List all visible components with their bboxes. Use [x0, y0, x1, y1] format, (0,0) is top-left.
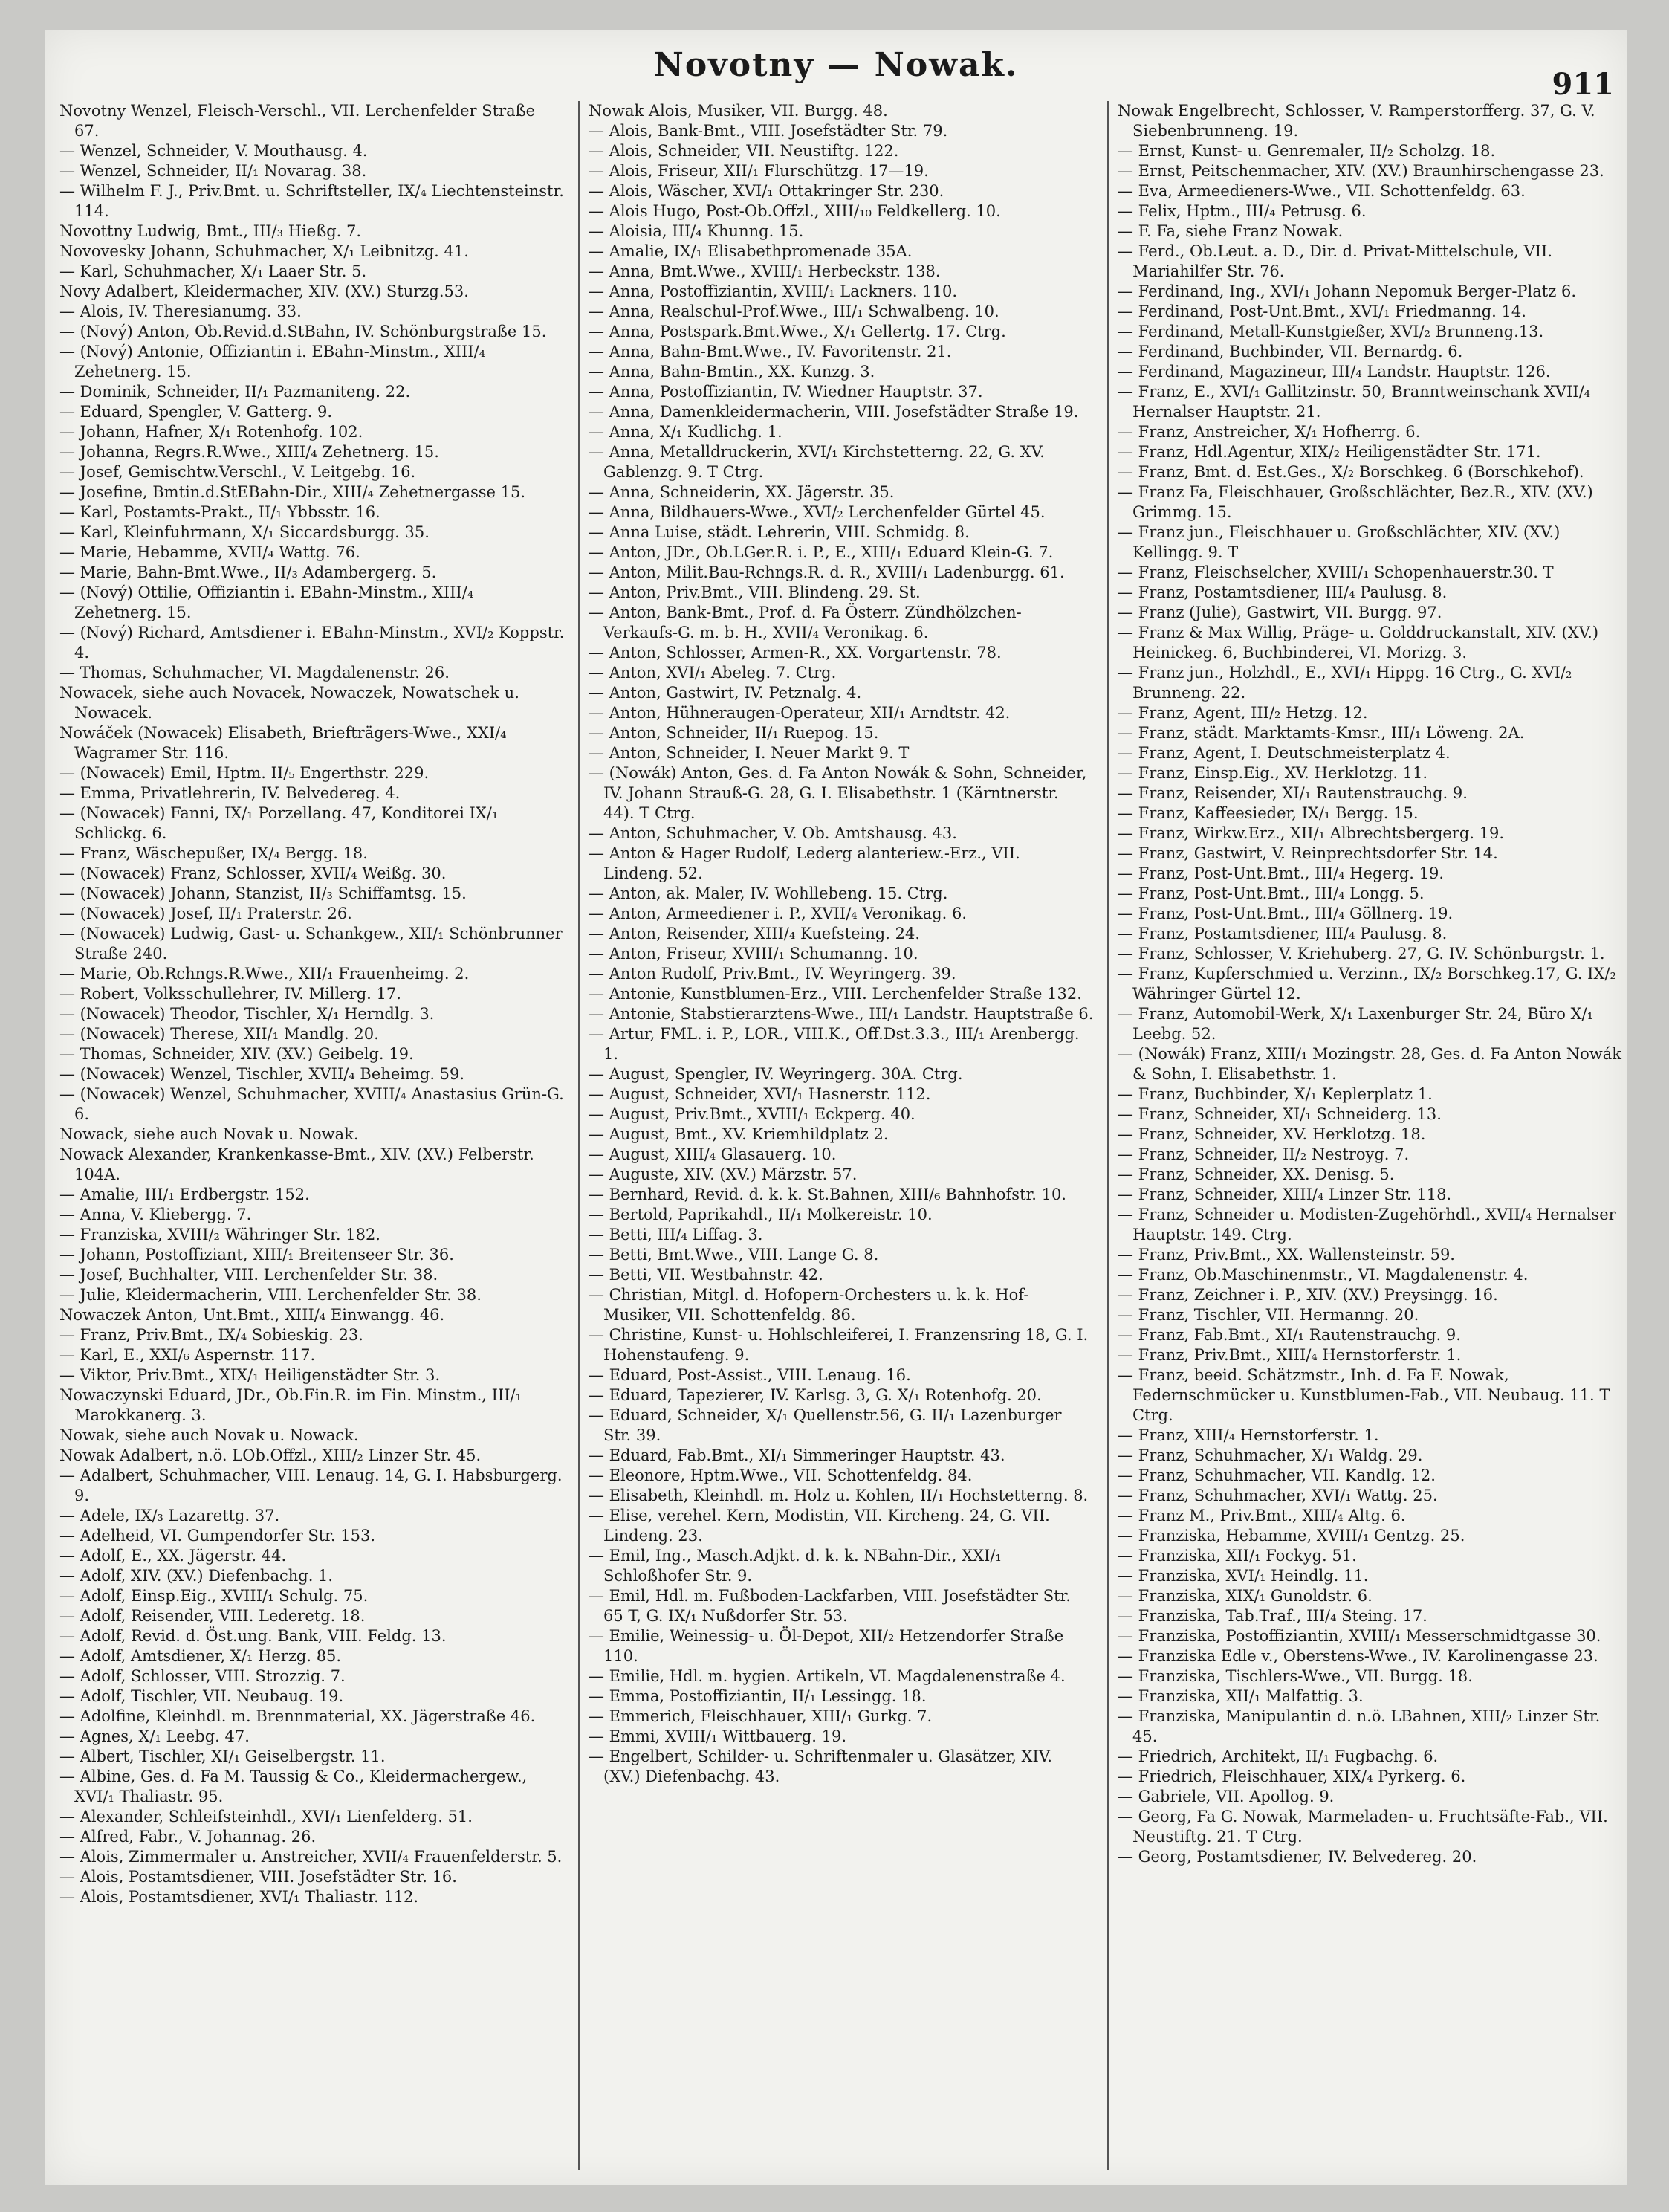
directory-entry: — Robert, Volksschullehrer, IV. Millerg. 17. [59, 985, 401, 1003]
directory-entry: — Emmerich, Fleischhauer, XIII/₁ Gurkg. 7. [589, 1707, 933, 1725]
directory-entry: — Alois Hugo, Post-Ob.Offzl., XIII/₁₀ Feldkellerg. 10. [589, 202, 1001, 220]
directory-entry: — Anton, Friseur, XVIII/₁ Schumanng. 10. [589, 945, 918, 963]
directory-entry: — Anton, Bank-Bmt., Prof. d. Fa Österr. Zündhölzchen-Verkaufs-G. m. b. H., XVII/₄ Veronikag. 6. [589, 604, 1022, 641]
directory-entry: — Franziska, XVIII/₂ Währinger Str. 182. [59, 1226, 380, 1244]
directory-entry: — (Nowacek) Johann, Stanzist, II/₃ Schiffamtsg. 15. [59, 885, 467, 902]
directory-entry: — Franziska, XIX/₁ Gunoldstr. 6. [1118, 1587, 1373, 1605]
directory-entry: — Franz, Schneider, XX. Denisg. 5. [1118, 1165, 1395, 1183]
directory-page [45, 30, 1627, 2185]
directory-entry: — Adolf, E., XX. Jägerstr. 44. [59, 1547, 287, 1565]
directory-entry: — Gabriele, VII. Apollog. 9. [1118, 1788, 1335, 1805]
directory-entry: — Betti, Bmt.Wwe., VIII. Lange G. 8. [589, 1246, 879, 1264]
directory-entry: — Franz, Schneider, XV. Herklotzg. 18. [1118, 1125, 1426, 1143]
directory-entry: — Anna, Schneiderin, XX. Jägerstr. 35. [589, 483, 895, 501]
directory-entry: — Franz jun., Fleischhauer u. Großschlächter, XIV. (XV.) Kellingg. 9. T [1118, 523, 1561, 561]
directory-entry: — Christine, Kunst- u. Hohlschleiferei, I. Franzensring 18, G. I. Hohenstaufeng. 9. [589, 1326, 1089, 1364]
directory-entry: — Adelheid, VI. Gumpendorfer Str. 153. [59, 1527, 376, 1545]
directory-entry: — Franz, Hdl.Agentur, XIX/₂ Heiligenstädter Str. 171. [1118, 443, 1541, 461]
directory-entry: — Auguste, XIV. (XV.) Märzstr. 57. [589, 1165, 858, 1183]
directory-entry: — Franziska Edle v., Oberstens-Wwe., IV. Karolinengasse 23. [1118, 1647, 1598, 1665]
directory-entry: — Agnes, X/₁ Leebg. 47. [59, 1727, 250, 1745]
directory-entry: — Franziska, XVI/₁ Heindlg. 11. [1118, 1567, 1369, 1585]
directory-entry: — Franz Fa, Fleischhauer, Großschlächter, Bez.R., XIV. (XV.) Grimmg. 15. [1118, 483, 1593, 521]
directory-entry: — Anna, Postoffiziantin, IV. Wiedner Hauptstr. 37. [589, 383, 983, 401]
directory-entry: — Franz jun., Holzhdl., E., XVI/₁ Hippg. 16 Ctrg., G. XVI/₂ Brunneng. 22. [1118, 664, 1572, 702]
directory-entry: — Karl, Schuhmacher, X/₁ Laaer Str. 5. [59, 262, 367, 280]
directory-entry: — Adolfine, Kleinhdl. m. Brennmaterial, XX. Jägerstraße 46. [59, 1707, 536, 1725]
directory-entry: — Franz (Julie), Gastwirt, VII. Burgg. 97. [1118, 604, 1442, 621]
directory-entry: — Julie, Kleidermacherin, VIII. Lerchenfelder Str. 38. [59, 1286, 482, 1304]
directory-entry: — August, Schneider, XVI/₁ Hasnerstr. 112. [589, 1085, 931, 1103]
directory-entry: — Ferdinand, Magazineur, III/₄ Landstr. Hauptstr. 126. [1118, 363, 1551, 381]
column-3 [1118, 101, 1623, 2170]
directory-entry: — Elisabeth, Kleinhdl. m. Holz u. Kohlen, II/₁ Hochstetterng. 8. [589, 1487, 1089, 1504]
directory-entry: — Wenzel, Schneider, II/₁ Novarag. 38. [59, 162, 367, 180]
directory-entry: — Josef, Buchhalter, VIII. Lerchenfelder Str. 38. [59, 1266, 438, 1284]
directory-entry: — (Nowacek) Theodor, Tischler, X/₁ Herndlg. 3. [59, 1005, 435, 1023]
directory-entry: Novy Adalbert, Kleidermacher, XIV. (XV.) Sturzg.53. [59, 282, 469, 300]
directory-entry: — Eleonore, Hptm.Wwe., VII. Schottenfeldg. 84. [589, 1466, 973, 1484]
directory-entry: — Emil, Ing., Masch.Adjkt. d. k. k. NBahn-Dir., XXI/₁ Schloßhofer Str. 9. [589, 1547, 1002, 1585]
directory-entry: — Betti, III/₄ Liffag. 3. [589, 1226, 763, 1244]
directory-entry: — Anna, Realschul-Prof.Wwe., III/₁ Schwalbeng. 10. [589, 303, 999, 320]
directory-entry: — Engelbert, Schilder- u. Schriftenmaler u. Glasätzer, XIV. (XV.) Diefenbachg. 43. [589, 1747, 1052, 1785]
directory-entry: — Ferd., Ob.Leut. a. D., Dir. d. Privat-Mittelschule, VII. Mariahilfer Str. 76. [1118, 242, 1553, 280]
directory-entry: — Viktor, Priv.Bmt., XIX/₁ Heiligenstädter Str. 3. [59, 1366, 441, 1384]
columns-container [59, 101, 1621, 2170]
directory-entry: — Franz, Post-Unt.Bmt., III/₄ Longg. 5. [1118, 885, 1425, 902]
directory-entry: — Alois, Bank-Bmt., VIII. Josefstädter Str. 79. [589, 122, 948, 140]
directory-entry: — (Nowacek) Wenzel, Tischler, XVII/₄ Beheimg. 59. [59, 1065, 465, 1083]
directory-entry: — (Nowacek) Emil, Hptm. II/₅ Engerthstr. 229. [59, 764, 430, 782]
directory-entry: — Franz, Schneider u. Modisten-Zugehörhdl., XVII/₄ Hernalser Hauptstr. 149. Ctrg. [1118, 1206, 1616, 1244]
directory-entry: — Amalie, III/₁ Erdbergstr. 152. [59, 1186, 310, 1203]
directory-entry: — (Nowacek) Ludwig, Gast- u. Schankgew., XII/₁ Schönbrunner Straße 240. [59, 925, 563, 963]
directory-entry: — Eduard, Post-Assist., VIII. Lenaug. 16. [589, 1366, 911, 1384]
directory-entry: — Christian, Mitgl. d. Hofopern-Orchesters u. k. k. Hof-Musiker, VII. Schottenfeldg. 86. [589, 1286, 1029, 1324]
directory-entry: — Adalbert, Schuhmacher, VIII. Lenaug. 14, G. I. Habsburgerg. 9. [59, 1466, 563, 1504]
directory-entry: — Franz, städt. Marktamts-Kmsr., III/₁ Löweng. 2A. [1118, 724, 1525, 742]
directory-entry: — (Nowacek) Wenzel, Schuhmacher, XVIII/₄ Anastasius Grün-G. 6. [59, 1085, 564, 1123]
directory-entry: — Alois, Postamtsdiener, VIII. Josefstädter Str. 16. [59, 1868, 457, 1886]
directory-entry: — Josefine, Bmtin.d.StEBahn-Dir., XIII/₄ Zehetnergasse 15. [59, 483, 526, 501]
directory-entry: — August, XIII/₄ Glasauerg. 10. [589, 1145, 837, 1163]
directory-entry: — Aloisia, III/₄ Khunng. 15. [589, 222, 804, 240]
directory-entry: — Ernst, Peitschenmacher, XIV. (XV.) Braunhirschengasse 23. [1118, 162, 1604, 180]
directory-entry: — Anton, ak. Maler, IV. Wohllebeng. 15. Ctrg. [589, 885, 948, 902]
directory-entry: — Franz, Wäschepußer, IX/₄ Bergg. 18. [59, 844, 368, 862]
directory-entry: — August, Spengler, IV. Weyringerg. 30A. Ctrg. [589, 1065, 963, 1083]
directory-entry: Novotny Wenzel, Fleisch-Verschl., VII. Lerchenfelder Straße 67. [59, 102, 536, 140]
directory-entry: — Franz, E., XVI/₁ Gallitzinstr. 50, Branntweinschank XVII/₄ Hernalser Hauptstr. 21. [1118, 383, 1591, 421]
directory-entry: — Dominik, Schneider, II/₁ Pazmaniteng. 22. [59, 383, 411, 401]
directory-entry: — Alfred, Fabr., V. Johannag. 26. [59, 1828, 317, 1846]
directory-entry: — Franz, Buchbinder, X/₁ Keplerplatz 1. [1118, 1085, 1433, 1103]
directory-entry: — Friedrich, Fleischhauer, XIX/₄ Pyrkerg. 6. [1118, 1768, 1466, 1785]
directory-entry: — Alexander, Schleifsteinhdl., XVI/₁ Lienfelderg. 51. [59, 1808, 473, 1825]
directory-entry: — Anna Luise, städt. Lehrerin, VIII. Schmidg. 8. [589, 523, 970, 541]
directory-entry: — Eva, Armeedieners-Wwe., VII. Schottenfeldg. 63. [1118, 182, 1526, 200]
directory-entry: — Emilie, Hdl. m. hygien. Artikeln, VI. Magdalenenstraße 4. [589, 1667, 1066, 1685]
directory-entry: — Franziska, Hebamme, XVIII/₁ Gentzg. 25. [1118, 1527, 1465, 1545]
directory-entry: — (Nowacek) Fanni, IX/₁ Porzellang. 47, Konditorei IX/₁ Schlickg. 6. [59, 804, 499, 842]
directory-entry: — Karl, Kleinfuhrmann, X/₁ Siccardsburgg. 35. [59, 523, 430, 541]
directory-entry: — Emmi, XVIII/₁ Wittbauerg. 19. [589, 1727, 847, 1745]
directory-entry: — Friedrich, Architekt, II/₁ Fugbachg. 6. [1118, 1747, 1439, 1765]
directory-entry: — Josef, Gemischtw.Verschl., V. Leitgebg. 16. [59, 463, 416, 481]
directory-entry: — Antonie, Kunstblumen-Erz., VIII. Lerchenfelder Straße 132. [589, 985, 1082, 1003]
column-divider [578, 101, 580, 2170]
directory-entry: — (Nowacek) Josef, II/₁ Praterstr. 26. [59, 905, 352, 922]
directory-entry: — Emilie, Weinessig- u. Öl-Depot, XII/₂ Hetzendorfer Straße 110. [589, 1627, 1064, 1665]
directory-entry: — Eduard, Schneider, X/₁ Quellenstr.56, G. II/₁ Lazenburger Str. 39. [589, 1406, 1062, 1444]
directory-entry: — Franziska, Tab.Traf., III/₄ Steing. 17. [1118, 1607, 1427, 1625]
directory-entry: — Franz, beeid. Schätzmstr., Inh. d. Fa F. Nowak, Federnschmücker u. Kunstblumen-Fab., VII. Neubaug. 11. T Ctrg. [1118, 1366, 1610, 1424]
directory-entry: — Franz, Fleischselcher, XVIII/₁ Schopenhauerstr.30. T [1118, 563, 1554, 581]
directory-entry: — Eduard, Tapezierer, IV. Karlsg. 3, G. X/₁ Rotenhofg. 20. [589, 1386, 1042, 1404]
directory-entry: — Anton, XVI/₁ Abeleg. 7. Ctrg. [589, 664, 837, 682]
directory-entry: — Adolf, Tischler, VII. Neubaug. 19. [59, 1687, 344, 1705]
directory-entry: — Franz, Fab.Bmt., XI/₁ Rautenstrauchg. 9. [1118, 1326, 1461, 1344]
directory-entry: — (Nowák) Anton, Ges. d. Fa Anton Nowák & Sohn, Schneider, IV. Johann Strauß-G. 28, G. I. Elisabethstr. 1 (Kärntnerstr. 44). T Ctrg. [589, 764, 1087, 822]
directory-entry: — Franz, Bmt. d. Est.Ges., X/₂ Borschkeg. 6 (Borschkehof). [1118, 463, 1584, 481]
directory-entry: — Karl, Postamts-Prakt., II/₁ Ybbsstr. 16. [59, 503, 380, 521]
directory-entry: — (Nowacek) Franz, Schlosser, XVII/₄ Weißg. 30. [59, 864, 447, 882]
directory-entry: Nowak Alois, Musiker, VII. Burgg. 48. [589, 102, 888, 120]
directory-entry: — Antonie, Stabstierarztens-Wwe., III/₁ Landstr. Hauptstraße 6. [589, 1005, 1094, 1023]
directory-entry: — Franz & Max Willig, Präge- u. Golddruckanstalt, XIV. (XV.) Heinickeg. 6, Buchbinderei, VI. Morizg. 3. [1118, 624, 1599, 662]
directory-entry: Novottny Ludwig, Bmt., III/₃ Hießg. 7. [59, 222, 362, 240]
directory-entry: Nowaczynski Eduard, JDr., Ob.Fin.R. im Fin. Minstm., III/₁ Marokkanerg. 3. [59, 1386, 522, 1424]
directory-entry: — Adolf, XIV. (XV.) Diefenbachg. 1. [59, 1567, 334, 1585]
directory-entry: — Anna, X/₁ Kudlichg. 1. [589, 423, 782, 441]
directory-entry: — Ferdinand, Metall-Kunstgießer, XVI/₂ Brunneng.13. [1118, 323, 1544, 340]
directory-entry: — Albert, Tischler, XI/₁ Geiselbergstr. 11. [59, 1747, 386, 1765]
directory-entry: — Franz M., Priv.Bmt., XIII/₄ Altg. 6. [1118, 1507, 1406, 1524]
directory-entry: — Betti, VII. Westbahnstr. 42. [589, 1266, 823, 1284]
directory-entry: — Johann, Hafner, X/₁ Rotenhofg. 102. [59, 423, 363, 441]
directory-entry: — Anna, Bildhauers-Wwe., XVI/₂ Lerchenfelder Gürtel 45. [589, 503, 1046, 521]
directory-entry: — Franz, Priv.Bmt., IX/₄ Sobieskig. 23. [59, 1326, 363, 1344]
directory-entry: Nowaczek Anton, Unt.Bmt., XIII/₄ Einwangg. 46. [59, 1306, 445, 1324]
directory-entry: — Felix, Hptm., III/₄ Petrusg. 6. [1118, 202, 1367, 220]
directory-entry: — Emil, Hdl. m. Fußboden-Lackfarben, VIII. Josefstädter Str. 65 T, G. IX/₁ Nußdorfer Str. 53. [589, 1587, 1071, 1625]
directory-entry: — Adolf, Revid. d. Öst.ung. Bank, VIII. Feldg. 13. [59, 1627, 447, 1645]
directory-entry: — Anton, Schneider, II/₁ Ruepog. 15. [589, 724, 879, 742]
directory-entry: — (Nový) Richard, Amtsdiener i. EBahn-Minstm., XVI/₂ Koppstr. 4. [59, 624, 565, 662]
directory-entry: — (Nowák) Franz, XIII/₁ Mozingstr. 28, Ges. d. Fa Anton Nowák & Sohn, I. Elisabethstr. 1. [1118, 1045, 1621, 1083]
directory-entry: — Ferdinand, Buchbinder, VII. Bernardg. 6. [1118, 343, 1463, 360]
directory-entry: — Marie, Ob.Rchngs.R.Wwe., XII/₁ Frauenheimg. 2. [59, 965, 470, 983]
directory-entry: — Franz, Zeichner i. P., XIV. (XV.) Preysingg. 16. [1118, 1286, 1498, 1304]
directory-entry: — Alois, Friseur, XII/₁ Flurschützg. 17—19. [589, 162, 929, 180]
directory-entry: — Thomas, Schuhmacher, VI. Magdalenenstr. 26. [59, 664, 450, 682]
directory-entry: — Bernhard, Revid. d. k. k. St.Bahnen, XIII/₆ Bahnhofstr. 10. [589, 1186, 1066, 1203]
directory-entry: — Franz, Agent, I. Deutschmeisterplatz 4. [1118, 744, 1451, 762]
directory-entry: — Anton, Schlosser, Armen-R., XX. Vorgartenstr. 78. [589, 644, 1002, 662]
directory-entry: — Karl, E., XXI/₆ Aspernstr. 117. [59, 1346, 316, 1364]
directory-entry: — (Nowacek) Therese, XII/₁ Mandlg. 20. [59, 1025, 379, 1043]
directory-entry: — Anton, Milit.Bau-Rchngs.R. d. R., XVIII/₁ Ladenburgg. 61. [589, 563, 1065, 581]
directory-entry: — F. Fa, siehe Franz Nowak. [1118, 222, 1344, 240]
directory-entry: — Adolf, Reisender, VIII. Lederetg. 18. [59, 1607, 366, 1625]
directory-entry: — Anna, Bahn-Bmt.Wwe., IV. Favoritenstr. 21. [589, 343, 952, 360]
directory-entry: — Adolf, Amtsdiener, X/₁ Herzg. 85. [59, 1647, 342, 1665]
directory-entry: — Franz, Agent, III/₂ Hetzg. 12. [1118, 704, 1368, 722]
directory-entry: — Marie, Bahn-Bmt.Wwe., II/₃ Adambergerg. 5. [59, 563, 437, 581]
directory-entry: — Ferdinand, Ing., XVI/₁ Johann Nepomuk Berger-Platz 6. [1118, 282, 1576, 300]
directory-entry: — Franz, Anstreicher, X/₁ Hofherrg. 6. [1118, 423, 1421, 441]
directory-entry: — Franz, Automobil-Werk, X/₁ Laxenburger Str. 24, Büro X/₁ Leebg. 52. [1118, 1005, 1594, 1043]
directory-entry: Nowacek, siehe auch Novacek, Nowaczek, Nowatschek u. Nowacek. [59, 684, 519, 722]
directory-entry: Nowak Engelbrecht, Schlosser, V. Ramperstorfferg. 37, G. V. Siebenbrunneng. 19. [1118, 102, 1595, 140]
directory-entry: — Franz, Tischler, VII. Hermanng. 20. [1118, 1306, 1419, 1324]
directory-entry: — Anton, Gastwirt, IV. Petznalg. 4. [589, 684, 862, 702]
directory-entry: — Franz, Wirkw.Erz., XII/₁ Albrechtsbergerg. 19. [1118, 824, 1505, 842]
directory-entry: Novovesky Johann, Schuhmacher, X/₁ Leibnitzg. 41. [59, 242, 469, 260]
directory-entry: — Franz, Schuhmacher, XVI/₁ Wattg. 25. [1118, 1487, 1438, 1504]
directory-entry: — Franz, Schuhmacher, X/₁ Waldg. 29. [1118, 1446, 1423, 1464]
directory-entry: — Wilhelm F. J., Priv.Bmt. u. Schriftsteller, IX/₄ Liechtensteinstr. 114. [59, 182, 564, 220]
directory-entry: — Franz, Schneider, II/₂ Nestroyg. 7. [1118, 1145, 1410, 1163]
directory-entry: — Adele, IX/₃ Lazarettg. 37. [59, 1507, 280, 1524]
directory-entry: — Eduard, Fab.Bmt., XI/₁ Simmeringer Hauptstr. 43. [589, 1446, 1005, 1464]
directory-entry: — Wenzel, Schneider, V. Mouthausg. 4. [59, 142, 368, 160]
directory-entry: — Anton, JDr., Ob.LGer.R. i. P., E., XIII/₁ Eduard Klein-G. 7. [589, 543, 1054, 561]
directory-entry: — Franz, Schneider, XI/₁ Schneiderg. 13. [1118, 1105, 1442, 1123]
page-number: 911 [1552, 67, 1614, 102]
directory-entry: — Emma, Postoffiziantin, II/₁ Lessingg. 18. [589, 1687, 927, 1705]
directory-entry: — Franziska, XII/₁ Malfattig. 3. [1118, 1687, 1364, 1705]
directory-entry: — Eduard, Spengler, V. Gatterg. 9. [59, 403, 333, 421]
directory-entry: — Anton & Hager Rudolf, Lederg alanteriew.-Erz., VII. Lindeng. 52. [589, 844, 1020, 882]
directory-entry: — Franz, Postamtsdiener, III/₄ Paulusg. 8. [1118, 925, 1448, 942]
directory-entry: — Anna, Postspark.Bmt.Wwe., X/₁ Gellertg. 17. Ctrg. [589, 323, 1006, 340]
directory-entry: — Thomas, Schneider, XIV. (XV.) Geibelg. 19. [59, 1045, 414, 1063]
directory-entry: — Franziska, Postoffiziantin, XVIII/₁ Messerschmidtgasse 30. [1118, 1627, 1601, 1645]
directory-entry: — Franziska, XII/₁ Fockyg. 51. [1118, 1547, 1357, 1565]
directory-entry: — Anna, Postoffiziantin, XVIII/₁ Lackners. 110. [589, 282, 958, 300]
directory-entry: — Artur, FML. i. P., LOR., VIII.K., Off.Dst.3.3., III/₁ Arenbergg. 1. [589, 1025, 1080, 1063]
directory-entry: — Anton, Hühneraugen-Operateur, XII/₁ Arndtstr. 42. [589, 704, 1011, 722]
column-2 [589, 101, 1094, 2170]
directory-entry: — Franz, Gastwirt, V. Reinprechtsdorfer Str. 14. [1118, 844, 1498, 862]
directory-entry: — Anna, Bmt.Wwe., XVIII/₁ Herbeckstr. 138. [589, 262, 941, 280]
directory-entry: — Franz, Einsp.Eig., XV. Herklotzg. 11. [1118, 764, 1428, 782]
directory-entry: — Franz, Schlosser, V. Kriehuberg. 27, G. IV. Schönburgstr. 1. [1118, 945, 1605, 963]
directory-entry: — Anton, Schneider, I. Neuer Markt 9. T [589, 744, 910, 762]
directory-entry: — Franz, Reisender, XI/₁ Rautenstrauchg. 9. [1118, 784, 1468, 802]
directory-entry: — Anna, Metalldruckerin, XVI/₁ Kirchstetterng. 22, G. XV. Gablenzg. 9. T Ctrg. [589, 443, 1045, 481]
directory-entry: — Anton, Schuhmacher, V. Ob. Amtshausg. 43. [589, 824, 957, 842]
directory-entry: — Franz, Kaffeesieder, IX/₁ Bergg. 15. [1118, 804, 1419, 822]
directory-entry: — Albine, Ges. d. Fa M. Taussig & Co., Kleidermachergew., XVI/₁ Thaliastr. 95. [59, 1768, 528, 1805]
directory-entry: — Anton Rudolf, Priv.Bmt., IV. Weyringerg. 39. [589, 965, 956, 983]
directory-entry: — Alois, Zimmermaler u. Anstreicher, XVII/₄ Frauenfelderstr. 5. [59, 1848, 563, 1866]
directory-entry: — Adolf, Schlosser, VIII. Strozzig. 7. [59, 1667, 346, 1685]
directory-entry: — Johanna, Regrs.R.Wwe., XIII/₄ Zehetnerg. 15. [59, 443, 439, 461]
directory-entry: — Anna, Damenkleidermacherin, VIII. Josefstädter Straße 19. [589, 403, 1079, 421]
page-header-title: Novotny — Nowak. [653, 46, 1019, 84]
directory-entry: — Franz, Post-Unt.Bmt., III/₄ Göllnerg. 19. [1118, 905, 1454, 922]
directory-entry: — Georg, Fa G. Nowak, Marmeladen- u. Fruchtsäfte-Fab., VII. Neustiftg. 21. T Ctrg. [1118, 1808, 1608, 1846]
directory-entry: — (Nový) Ottilie, Offiziantin i. EBahn-Minstm., XIII/₄ Zehetnerg. 15. [59, 583, 474, 621]
directory-entry: — Alois, Schneider, VII. Neustiftg. 122. [589, 142, 899, 160]
directory-entry: — Marie, Hebamme, XVII/₄ Wattg. 76. [59, 543, 360, 561]
directory-entry: — August, Bmt., XV. Kriemhildplatz 2. [589, 1125, 889, 1143]
directory-entry: — Franz, Priv.Bmt., XX. Wallensteinstr. 59. [1118, 1246, 1455, 1264]
directory-entry: — (Nový) Antonie, Offiziantin i. EBahn-Minstm., XIII/₄ Zehetnerg. 15. [59, 343, 486, 381]
directory-entry: — Franz, Postamtsdiener, III/₄ Paulusg. 8. [1118, 583, 1448, 601]
directory-entry: — Emma, Privatlehrerin, IV. Belvedereg. 4. [59, 784, 401, 802]
directory-entry: — August, Priv.Bmt., XVIII/₁ Eckperg. 40. [589, 1105, 915, 1123]
directory-entry: — Franz, XIII/₄ Hernstorferstr. 1. [1118, 1426, 1379, 1444]
directory-entry: — Franz, Kupferschmied u. Verzinn., IX/₂ Borschkeg.17, G. IX/₂ Währinger Gürtel 12. [1118, 965, 1616, 1003]
directory-entry: — (Nový) Anton, Ob.Revid.d.StBahn, IV. Schönburgstraße 15. [59, 323, 547, 340]
directory-entry: — Elise, verehel. Kern, Modistin, VII. Kircheng. 24, G. VII. Lindeng. 23. [589, 1507, 1050, 1545]
directory-entry: — Alois, Postamtsdiener, XVI/₁ Thaliastr. 112. [59, 1888, 419, 1906]
directory-entry: — Bertold, Paprikahdl., II/₁ Molkereistr. 10. [589, 1206, 933, 1223]
directory-entry: — Anna, Bahn-Bmtin., XX. Kunzg. 3. [589, 363, 875, 381]
directory-entry: Nowáček (Nowacek) Elisabeth, Briefträgers-Wwe., XXI/₄ Wagramer Str. 116. [59, 724, 507, 762]
directory-entry: — Franziska, Tischlers-Wwe., VII. Burgg. 18. [1118, 1667, 1473, 1685]
directory-entry: — Alois, IV. Theresianumg. 33. [59, 303, 302, 320]
directory-entry: — Anna, V. Kliebergg. 7. [59, 1206, 252, 1223]
directory-entry: — Franziska, Manipulantin d. n.ö. LBahnen, XIII/₂ Linzer Str. 45. [1118, 1707, 1601, 1745]
directory-entry: — Amalie, IX/₁ Elisabethpromenade 35A. [589, 242, 913, 260]
directory-entry: — Ferdinand, Post-Unt.Bmt., XVI/₁ Friedmanng. 14. [1118, 303, 1526, 320]
directory-entry: — Alois, Wäscher, XVI/₁ Ottakringer Str. 230. [589, 182, 944, 200]
directory-entry: Nowack, siehe auch Novak u. Nowak. [59, 1125, 359, 1143]
directory-entry: — Franz, Post-Unt.Bmt., III/₄ Hegerg. 19. [1118, 864, 1445, 882]
column-divider [1107, 101, 1109, 2170]
directory-entry: — Anton, Priv.Bmt., VIII. Blindeng. 29. St. [589, 583, 921, 601]
directory-entry: — Georg, Postamtsdiener, IV. Belvedereg. 20. [1118, 1848, 1477, 1866]
directory-entry: — Franz, Schuhmacher, VII. Kandlg. 12. [1118, 1466, 1436, 1484]
directory-entry: — Franz, Priv.Bmt., XIII/₄ Hernstorferstr. 1. [1118, 1346, 1462, 1364]
directory-entry: Nowak, siehe auch Novak u. Nowack. [59, 1426, 359, 1444]
directory-entry: — Anton, Reisender, XIII/₄ Kuefsteing. 24. [589, 925, 920, 942]
column-1 [59, 101, 565, 2170]
directory-entry: — Franz, Schneider, XIII/₄ Linzer Str. 118. [1118, 1186, 1452, 1203]
directory-entry: Nowak Adalbert, n.ö. LOb.Offzl., XIII/₂ Linzer Str. 45. [59, 1446, 482, 1464]
directory-entry: — Ernst, Kunst- u. Genremaler, II/₂ Scholzg. 18. [1118, 142, 1496, 160]
directory-entry: — Franz, Ob.Maschinenmstr., VI. Magdalenenstr. 4. [1118, 1266, 1529, 1284]
directory-entry: — Adolf, Einsp.Eig., XVIII/₁ Schulg. 75. [59, 1587, 369, 1605]
directory-entry: — Anton, Armeediener i. P., XVII/₄ Veronikag. 6. [589, 905, 968, 922]
directory-entry: Nowack Alexander, Krankenkasse-Bmt., XIV. (XV.) Felberstr. 104A. [59, 1145, 534, 1183]
directory-entry: — Johann, Postoffiziant, XIII/₁ Breitenseer Str. 36. [59, 1246, 454, 1264]
